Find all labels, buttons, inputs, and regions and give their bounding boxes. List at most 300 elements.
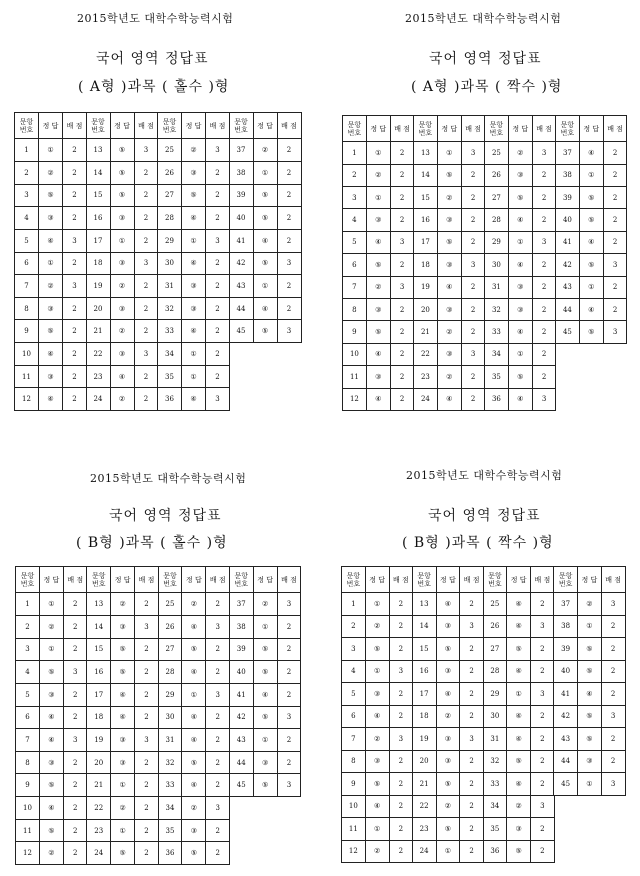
answer-cell: ① [365, 660, 390, 683]
points-cell: 2 [205, 773, 230, 797]
answer-cell: ⑤ [365, 637, 390, 660]
question-number: 6 [342, 253, 367, 276]
points-cell: 3 [390, 276, 415, 299]
question-number: 37 [553, 592, 578, 615]
form-open-paren: ( [76, 535, 83, 551]
header-answer: 정 답 [181, 112, 206, 139]
question-number: 24 [86, 387, 111, 411]
answer-cell: ③ [366, 298, 391, 321]
answer-cell: ④ [181, 706, 206, 730]
question-number: 4 [341, 660, 366, 683]
points-cell: 2 [530, 637, 555, 660]
header-answer: 정 답 [253, 566, 278, 593]
answer-cell: ④ [508, 253, 533, 276]
form-open-paren: ( [411, 79, 418, 95]
header-question-number [15, 566, 40, 593]
form-close-paren: ) [445, 535, 452, 551]
answer-cell: ⑤ [110, 138, 135, 162]
header-q-bottom: 번호 [488, 579, 502, 588]
points-cell: 2 [461, 164, 486, 187]
answer-cell: ⑤ [577, 727, 602, 750]
answer-cell: ② [436, 795, 461, 818]
answer-cell: ③ [365, 750, 390, 773]
answer-cell: ④ [577, 682, 602, 705]
question-number: 32 [484, 298, 509, 321]
header-points: 배 점 [461, 115, 486, 142]
question-number: 14 [412, 615, 437, 638]
question-number: 5 [342, 231, 367, 254]
header-points: 배 점 [62, 112, 87, 139]
answer-cell: ④ [253, 683, 278, 707]
answer-cell: ⑤ [506, 637, 531, 660]
question-number: 16 [86, 660, 111, 684]
answer-cell: ⑤ [577, 660, 602, 683]
points-cell: 2 [205, 706, 230, 730]
question-number: 7 [15, 728, 40, 752]
answer-cell: ③ [436, 660, 461, 683]
points-cell: 2 [277, 751, 302, 775]
question-number: 21 [413, 320, 438, 343]
header-question-number [157, 112, 182, 139]
points-cell: 2 [601, 615, 626, 638]
header-answer: 정 답 [365, 566, 390, 593]
answer-cell: ① [437, 141, 462, 164]
answer-cell: ④ [366, 231, 391, 254]
points-cell: 2 [134, 819, 159, 843]
header-points: 배 점 [532, 115, 557, 142]
points-cell: 2 [389, 615, 414, 638]
answer-cell: ② [38, 274, 63, 298]
answer-cell: ③ [110, 751, 135, 775]
points-cell: 2 [390, 388, 415, 411]
answer-cell: ③ [110, 615, 135, 639]
answer-cell: ⑤ [508, 365, 533, 388]
points-cell: 3 [603, 253, 628, 276]
points-cell: 3 [532, 388, 557, 411]
answer-cell: ⑤ [579, 320, 604, 343]
question-number: 35 [484, 365, 509, 388]
points-cell: 2 [63, 819, 88, 843]
points-cell: 2 [62, 319, 87, 343]
form-open-paren-2: ( [495, 79, 502, 95]
answer-cell: ⑤ [39, 819, 64, 843]
form-parity: 홀수 [173, 79, 203, 95]
points-cell: 2 [62, 252, 87, 276]
question-number: 20 [86, 297, 111, 321]
header-answer: 정 답 [366, 115, 391, 142]
question-number: 10 [14, 342, 39, 366]
question-number: 20 [413, 298, 438, 321]
answer-cell: ③ [110, 252, 135, 276]
points-cell: 3 [205, 138, 230, 162]
points-cell: 2 [532, 320, 557, 343]
question-number: 7 [341, 727, 366, 750]
header-q-top: 문항 [417, 571, 431, 580]
form-suffix: 형 [214, 79, 230, 95]
points-cell: 2 [277, 297, 302, 321]
answer-cell: ⑤ [436, 772, 461, 795]
form-type: B형 [87, 535, 114, 551]
question-number: 45 [555, 320, 580, 343]
answer-cell: ③ [181, 297, 206, 321]
points-cell: 2 [62, 184, 87, 208]
answer-cell: ① [579, 276, 604, 299]
answer-cell: ① [506, 682, 531, 705]
answer-cell: ⑤ [506, 840, 531, 863]
points-cell: 2 [277, 683, 302, 707]
subject-title: 국어 영역 정답표 [109, 508, 222, 524]
question-number: 2 [14, 161, 39, 185]
question-number: 19 [86, 274, 111, 298]
question-number: 25 [158, 592, 183, 616]
header-question-number [14, 112, 39, 139]
header-question-number [342, 115, 367, 142]
points-cell: 2 [134, 751, 159, 775]
header-q-top: 문항 [234, 117, 248, 126]
answer-cell: ④ [38, 342, 63, 366]
question-number: 40 [229, 660, 254, 684]
question-number: 21 [86, 773, 111, 797]
answer-cell: ① [366, 186, 391, 209]
answer-cell: ③ [508, 298, 533, 321]
answer-cell: ③ [38, 297, 63, 321]
points-cell: 2 [63, 638, 88, 662]
answer-cell: ③ [436, 750, 461, 773]
points-cell: 2 [390, 186, 415, 209]
exam-title: 2015학년도 대학수학능력시험 [406, 469, 563, 482]
header-q-bottom: 번호 [558, 579, 573, 588]
question-number: 17 [86, 229, 111, 253]
points-cell: 2 [205, 841, 230, 865]
answer-cell: ④ [365, 795, 390, 818]
answer-cell: ② [366, 164, 391, 187]
points-cell: 2 [459, 795, 484, 818]
header-q-top: 문항 [91, 117, 105, 126]
form-type: A형 [89, 79, 116, 95]
answer-table [341, 566, 626, 862]
points-cell: 2 [530, 817, 555, 840]
header-points: 배 점 [530, 566, 555, 593]
question-number: 10 [15, 796, 40, 820]
answer-cell: ③ [38, 206, 63, 230]
points-cell: 2 [63, 683, 88, 707]
points-cell: 2 [205, 342, 230, 366]
answer-cell: ① [110, 229, 135, 253]
points-cell: 2 [205, 206, 230, 230]
answer-cell: ② [365, 615, 390, 638]
answer-cell: ④ [39, 706, 64, 730]
points-cell: 2 [389, 750, 414, 773]
answer-cell: ① [253, 161, 278, 185]
points-cell: 2 [603, 186, 628, 209]
answer-cell: ③ [508, 164, 533, 187]
question-number: 14 [86, 615, 111, 639]
points-cell: 3 [459, 615, 484, 638]
answer-cell: ② [38, 161, 63, 185]
header-answer: 정 답 [181, 566, 206, 593]
points-cell: 2 [389, 772, 414, 795]
points-cell: 2 [389, 592, 414, 615]
question-number: 38 [553, 615, 578, 638]
answer-cell: ② [436, 705, 461, 728]
question-number: 17 [86, 683, 111, 707]
points-cell: 2 [63, 592, 88, 616]
question-number: 19 [86, 728, 111, 752]
header-answer: 정 답 [579, 115, 604, 142]
question-number: 13 [86, 592, 111, 616]
points-cell: 2 [62, 161, 87, 185]
answer-cell: ① [39, 638, 64, 662]
answer-cell: ⑤ [181, 841, 206, 865]
form-suffix: 형 [547, 79, 563, 95]
question-number: 13 [413, 141, 438, 164]
answer-cell: ④ [181, 773, 206, 797]
question-number: 6 [341, 705, 366, 728]
answer-cell: ③ [38, 365, 63, 389]
points-cell: 2 [601, 727, 626, 750]
question-number: 38 [229, 615, 254, 639]
question-number: 42 [553, 705, 578, 728]
answer-cell: ④ [39, 796, 64, 820]
question-number: 41 [229, 229, 254, 253]
question-number: 34 [157, 342, 182, 366]
question-number: 21 [412, 772, 437, 795]
header-q-bottom: 번호 [234, 125, 248, 134]
points-cell: 2 [277, 161, 302, 185]
answer-cell: ① [436, 840, 461, 863]
question-number: 11 [15, 819, 40, 843]
answer-cell: ④ [366, 343, 391, 366]
points-cell: 3 [277, 592, 302, 616]
points-cell: 3 [277, 252, 302, 276]
points-cell: 2 [532, 343, 557, 366]
answer-table [342, 115, 628, 410]
answer-cell: ② [181, 138, 206, 162]
question-number: 11 [14, 365, 39, 389]
points-cell: 3 [205, 615, 230, 639]
question-number: 39 [229, 184, 254, 208]
answer-cell: ⑤ [110, 660, 135, 684]
header-q-top: 문항 [558, 571, 573, 580]
question-number: 24 [86, 841, 111, 865]
question-number: 24 [413, 388, 438, 411]
question-number: 45 [229, 319, 254, 343]
question-number: 27 [158, 638, 183, 662]
question-number: 33 [157, 319, 182, 343]
points-cell: 2 [134, 274, 159, 298]
answer-cell: ⑤ [508, 186, 533, 209]
header-answer: 정 답 [436, 566, 461, 593]
exam-title: 2015학년도 대학수학능력시험 [90, 472, 247, 485]
answer-cell: ② [110, 592, 135, 616]
answer-cell: ④ [181, 387, 206, 411]
points-cell: 2 [390, 253, 415, 276]
points-cell: 2 [532, 365, 557, 388]
question-number: 44 [229, 297, 254, 321]
header-points: 배 점 [134, 566, 159, 593]
answer-cell: ② [366, 276, 391, 299]
points-cell: 2 [134, 773, 159, 797]
points-cell: 3 [461, 253, 486, 276]
header-question-number [555, 115, 580, 142]
header-q-top: 문항 [347, 120, 362, 129]
answer-cell: ② [437, 320, 462, 343]
points-cell: 2 [389, 705, 414, 728]
answer-cell: ① [366, 141, 391, 164]
question-number: 33 [483, 772, 508, 795]
points-cell: 2 [205, 161, 230, 185]
answer-cell: ② [110, 796, 135, 820]
question-number: 41 [553, 682, 578, 705]
points-cell: 3 [459, 727, 484, 750]
question-number: 14 [86, 161, 111, 185]
question-number: 19 [413, 276, 438, 299]
answer-cell: ① [253, 274, 278, 298]
answer-cell: ③ [437, 298, 462, 321]
question-number: 20 [412, 750, 437, 773]
points-cell: 2 [205, 184, 230, 208]
answer-cell: ⑤ [577, 637, 602, 660]
answer-cell: ① [181, 683, 206, 707]
form-title [402, 532, 554, 552]
question-number: 18 [413, 253, 438, 276]
answer-cell: ① [39, 592, 64, 616]
answer-cell: ④ [506, 660, 531, 683]
points-cell: 2 [530, 660, 555, 683]
points-cell: 2 [63, 796, 88, 820]
answer-cell: ③ [437, 208, 462, 231]
question-number: 16 [86, 206, 111, 230]
answer-cell: ② [253, 592, 278, 616]
answer-cell: ⑤ [579, 208, 604, 231]
points-cell: 2 [459, 592, 484, 615]
header-q-top: 문항 [418, 120, 433, 129]
question-number: 30 [484, 253, 509, 276]
answer-cell: ② [181, 592, 206, 616]
answer-cell: ① [110, 773, 135, 797]
header-answer: 정 답 [110, 112, 135, 139]
points-cell: 3 [390, 231, 415, 254]
header-points: 배 점 [277, 112, 302, 139]
answer-cell: ① [508, 231, 533, 254]
answer-cell: ④ [506, 615, 531, 638]
answer-cell: ⑤ [110, 638, 135, 662]
points-cell: 2 [389, 817, 414, 840]
answer-cell: ④ [110, 365, 135, 389]
form-title [76, 532, 228, 552]
question-number: 8 [14, 297, 39, 321]
form-title [411, 76, 562, 96]
header-answer: 정 답 [506, 566, 531, 593]
points-cell: 2 [461, 208, 486, 231]
answer-cell: ③ [181, 274, 206, 298]
header-q-bottom: 번호 [560, 128, 575, 137]
answer-cell: ⑤ [110, 161, 135, 185]
question-number: 15 [412, 637, 437, 660]
header-points: 배 점 [601, 566, 626, 593]
question-number: 20 [86, 751, 111, 775]
points-cell: 2 [390, 365, 415, 388]
question-number: 29 [483, 682, 508, 705]
header-question-number [412, 566, 437, 593]
points-cell: 2 [62, 387, 87, 411]
answer-cell: ② [181, 796, 206, 820]
question-number: 22 [413, 343, 438, 366]
answer-cell: ③ [181, 819, 206, 843]
points-cell: 3 [461, 141, 486, 164]
header-q-bottom: 번호 [91, 125, 105, 134]
question-number: 3 [342, 186, 367, 209]
question-number: 28 [157, 206, 182, 230]
answer-cell: ① [579, 164, 604, 187]
question-number: 31 [158, 728, 183, 752]
question-number: 31 [483, 727, 508, 750]
points-cell: 2 [134, 229, 159, 253]
question-number: 36 [483, 840, 508, 863]
points-cell: 2 [530, 705, 555, 728]
answer-cell: ② [39, 841, 64, 865]
answer-cell: ④ [39, 728, 64, 752]
points-cell: 2 [134, 592, 159, 616]
answer-cell: ⑤ [437, 231, 462, 254]
question-number: 43 [229, 728, 254, 752]
header-points: 배 점 [459, 566, 484, 593]
question-number: 1 [14, 138, 39, 162]
question-number: 3 [15, 638, 40, 662]
question-number: 35 [158, 819, 183, 843]
answer-cell: ⑤ [110, 184, 135, 208]
header-question-number [86, 112, 111, 139]
header-q-top: 문항 [19, 117, 34, 126]
points-cell: 2 [461, 365, 486, 388]
question-number: 23 [86, 819, 111, 843]
question-number: 32 [157, 297, 182, 321]
points-cell: 2 [530, 750, 555, 773]
points-cell: 2 [461, 388, 486, 411]
points-cell: 3 [603, 320, 628, 343]
answer-cell: ④ [181, 252, 206, 276]
question-number: 8 [341, 750, 366, 773]
header-points: 배 점 [63, 566, 88, 593]
header-q-bottom: 번호 [163, 579, 177, 588]
question-number: 4 [15, 660, 40, 684]
question-number: 38 [229, 161, 254, 185]
question-number: 35 [483, 817, 508, 840]
answer-cell: ① [38, 138, 63, 162]
question-number: 1 [341, 592, 366, 615]
question-number: 29 [158, 683, 183, 707]
answer-cell: ④ [181, 615, 206, 639]
header-q-top: 문항 [489, 120, 504, 129]
answer-cell: ③ [110, 342, 135, 366]
question-number: 22 [86, 342, 111, 366]
question-number: 3 [14, 184, 39, 208]
points-cell: 3 [277, 319, 302, 343]
answer-table [14, 112, 302, 410]
question-number: 27 [157, 184, 182, 208]
answer-cell: ① [253, 728, 278, 752]
form-subject: 과목 [451, 535, 481, 551]
answer-cell: ⑤ [181, 184, 206, 208]
points-cell: 3 [134, 252, 159, 276]
question-number: 41 [229, 683, 254, 707]
points-cell: 2 [62, 297, 87, 321]
answer-cell: ③ [181, 161, 206, 185]
question-number: 5 [15, 683, 40, 707]
question-number: 4 [14, 206, 39, 230]
header-points: 배 점 [277, 566, 302, 593]
question-number: 1 [342, 141, 367, 164]
